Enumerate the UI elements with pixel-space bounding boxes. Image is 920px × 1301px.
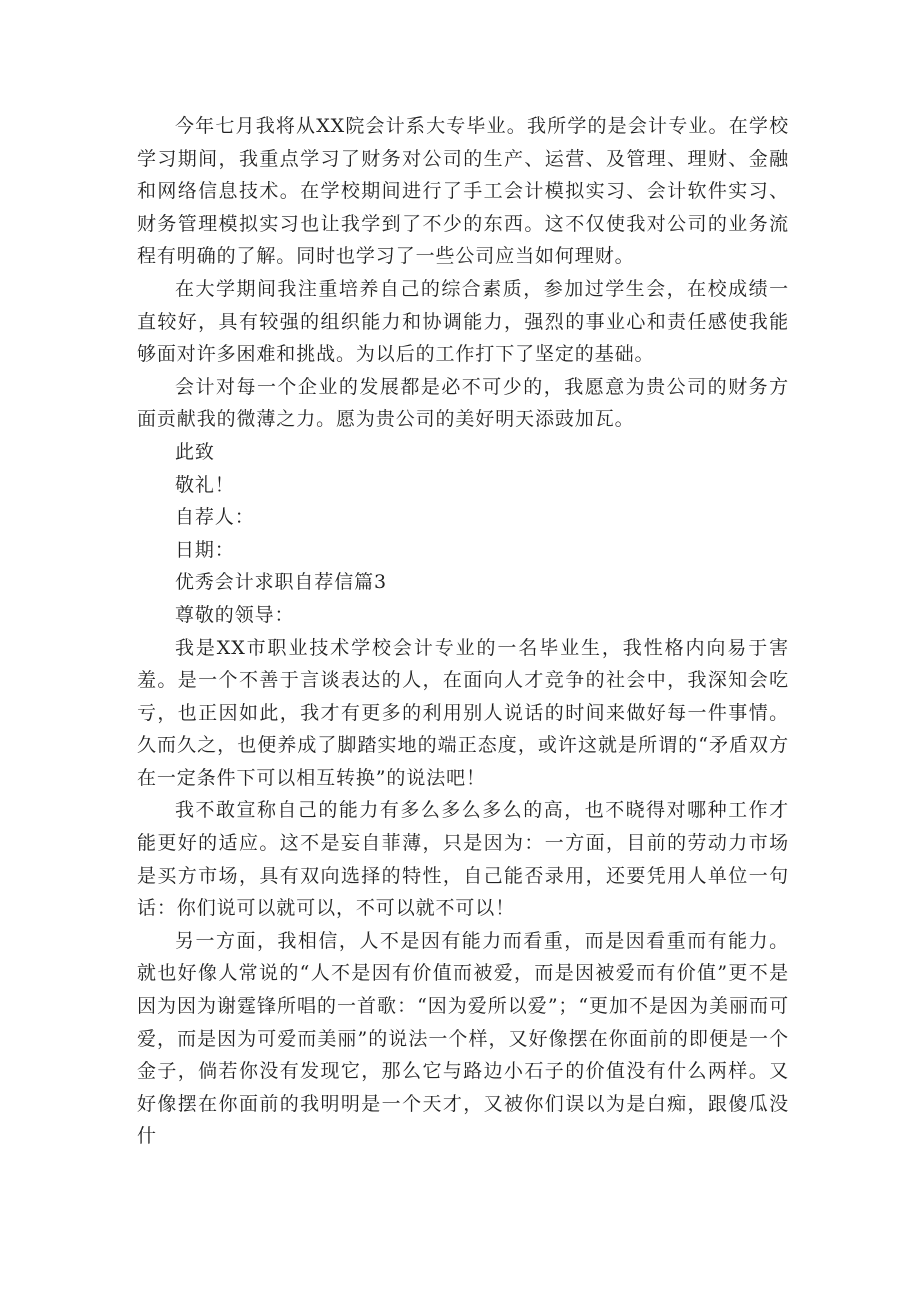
paragraph-graduation: 今年七月我将从XX院会计系大专毕业。我所学的是会计专业。在学校学习期间，我重点学习了财务对公司的生产、运营、及管理、理财、金融和网络信息技术。在学校期间进行了手工会计模拟实习、会计软件实习、财务管理模拟实习也让我学到了不少的东西。这不仅使我对公司的业务流程有明确的了解。同时也学习了一些公司应当如何理财。 [137,115,789,268]
paragraph-ability: 我不敢宣称自己的能力有多么多么多么的高，也不晓得对哪种工作才能更好的适应。这不是妄自菲薄，只是因为：一方面，目前的劳动力市场是买方市场，具有双向选择的特性，自己能否录用，还要凭用人单位一句话：你们说可以就可以，不可以就不可以！ [137,799,789,920]
section-title: 优秀会计求职自荐信篇3 [175,571,387,594]
document-body [137,110,789,1153]
date-label: 日期： [175,538,235,561]
paragraph-contribution: 会计对每一个企业的发展都是必不可少的，我愿意为贵公司的财务方面贡献我的微薄之力。愿为贵公司的美好明天添豉加瓦。 [137,375,789,431]
signature-label: 自荐人： [175,506,255,529]
closing-line: 此致 [175,440,215,463]
paragraph-university: 在大学期间我注重培养自己的综合素质，参加过学生会，在校成绩一直较好，具有较强的组织能力和协调能力，强烈的事业心和责任感使我能够面对许多困难和挑战。为以后的工作打下了坚定的基础。 [137,277,789,366]
paragraph-introduction: 我是XX市职业技术学校会计专业的一名毕业生，我性格内向易于害羞。是一个不善于言谈表达的人，在面向人才竞争的社会中，我深知会吃亏，也正因如此，我才有更多的利用别人说话的时间来做好每一件事情。久而久之，也便养成了脚踏实地的端正态度，或许这就是所谓的“矛盾双方在一定条件下可以相互转换”的说法吧！ [137,636,789,789]
greeting-line: 尊敬的领导： [175,603,295,626]
salute-line: 敬礼！ [175,473,235,496]
paragraph-value: 另一方面，我相信，人不是因有能力而看重，而是因看重而有能力。就也好像人常说的“人不是因有价值而被爱，而是因被爱而有价值”更不是因为因为谢霆锋所唱的一首歌：“因为爱所以爱”；“更加不是因为美丽而可爱，而是因为可爱而美丽”的说法一个样，又好像摆在你面前的即便是一个金子，倘若你没有发现它，那么它与路边小石子的价值没有什么两样。又好像摆在你面前的我明明是一个天才，又被你们误以为是白痴，跟傻瓜没什 [137,929,789,1148]
